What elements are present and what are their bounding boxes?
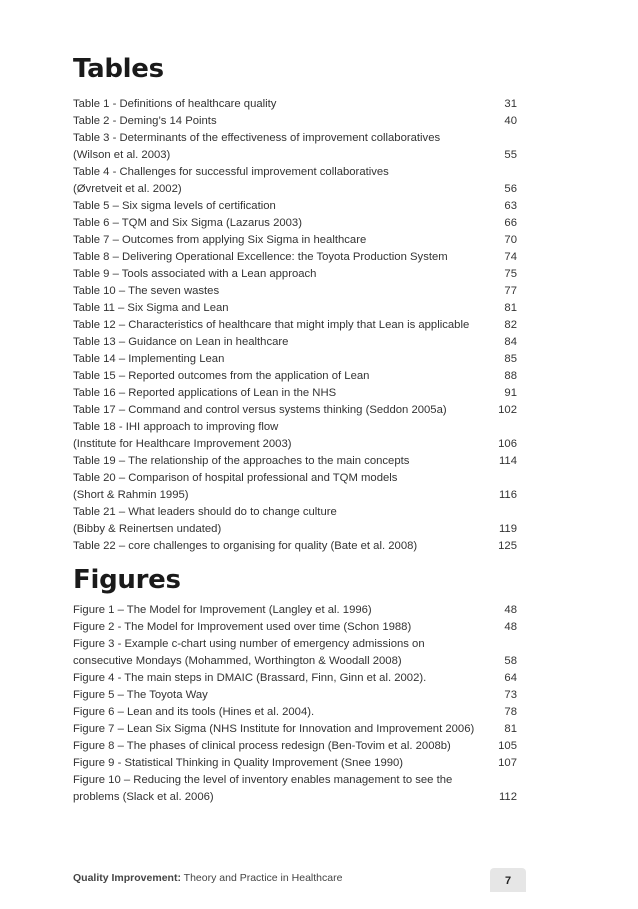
figures-entry-title-line: Figure 10 – Reducing the level of inventory enables management to see the xyxy=(73,774,453,786)
running-footer xyxy=(73,872,342,884)
tables-entry-title-line: Table 7 – Outcomes from applying Six Sigma in healthcare xyxy=(73,234,367,246)
tables-entry-title-line: Table 15 – Reported outcomes from the application of Lean xyxy=(73,370,370,382)
tables-entry xyxy=(73,96,517,113)
tables-entry-title-line: Table 9 – Tools associated with a Lean approach xyxy=(73,268,317,280)
tables-entry-page-number: 77 xyxy=(504,285,517,297)
footer-title-rest: Theory and Practice in Healthcare xyxy=(180,872,343,884)
tables-entry xyxy=(73,317,517,334)
tables-entry-page-number: 63 xyxy=(504,200,517,212)
figures-entry-page-number: 73 xyxy=(504,689,517,701)
tables-heading: Tables xyxy=(73,54,164,84)
tables-entry xyxy=(73,198,517,215)
tables-entry-page-number: 74 xyxy=(504,251,517,263)
figures-entry xyxy=(73,636,517,670)
tables-entry-page-number: 56 xyxy=(504,183,517,195)
tables-entry-page-number: 55 xyxy=(504,149,517,161)
figures-entry xyxy=(73,687,517,704)
tables-entry-page-number: 88 xyxy=(504,370,517,382)
tables-entry xyxy=(73,538,517,555)
figures-entry xyxy=(73,721,517,738)
tables-entry-title-line: Table 3 - Determinants of the effectiveness of improvement collaboratives xyxy=(73,132,441,144)
figures-entry xyxy=(73,772,517,806)
tables-entry xyxy=(73,419,517,453)
figures-entry-title-line: Figure 1 – The Model for Improvement (Langley et al. 1996) xyxy=(73,604,372,616)
tables-entry-title-line: Table 18 - IHI approach to improving flow xyxy=(73,421,279,433)
tables-entry-title-line: Table 20 – Comparison of hospital professional and TQM models xyxy=(73,472,398,484)
tables-entry-page-number: 82 xyxy=(504,319,517,331)
tables-entry-page-number: 81 xyxy=(504,302,517,314)
tables-entry-title-line: Table 21 – What leaders should do to change culture xyxy=(73,506,337,518)
tables-entry-page-number: 116 xyxy=(498,489,517,501)
figures-list xyxy=(73,602,517,806)
figures-entry-title-line: Figure 2 - The Model for Improvement used over time (Schon 1988) xyxy=(73,621,412,633)
figures-entry-page-number: 78 xyxy=(504,706,517,718)
tables-entry xyxy=(73,249,517,266)
tables-entry-title-line: Table 8 – Delivering Operational Excellence: the Toyota Production System xyxy=(73,251,448,263)
figures-entry xyxy=(73,602,517,619)
tables-entry-page-number: 75 xyxy=(504,268,517,280)
figures-entry xyxy=(73,704,517,721)
figures-entry-title-line: Figure 9 - Statistical Thinking in Quality Improvement (Snee 1990) xyxy=(73,757,404,769)
tables-entry xyxy=(73,470,517,504)
tables-list xyxy=(73,96,517,555)
tables-entry-title-line: Table 4 - Challenges for successful improvement collaboratives xyxy=(73,166,389,178)
tables-entry-page-number: 40 xyxy=(504,115,517,127)
tables-entry-title-line: Table 2 - Deming’s 14 Points xyxy=(73,115,217,127)
tables-entry-title-line: (Institute for Healthcare Improvement 2003) xyxy=(73,438,292,450)
figures-entry xyxy=(73,755,517,772)
tables-entry xyxy=(73,130,517,164)
figures-entry xyxy=(73,619,517,636)
tables-entry xyxy=(73,351,517,368)
tables-entry xyxy=(73,504,517,538)
figures-entry-page-number: 48 xyxy=(504,604,517,616)
figures-entry xyxy=(73,738,517,755)
figures-entry-page-number: 105 xyxy=(498,740,517,752)
figures-entry-title-line: consecutive Mondays (Mohammed, Worthington & Woodall 2008) xyxy=(73,655,402,667)
tables-entry-title-line: (Bibby & Reinertsen undated) xyxy=(73,523,222,535)
figures-entry-title-line: Figure 4 - The main steps in DMAIC (Brassard, Finn, Ginn et al. 2002). xyxy=(73,672,427,684)
figures-entry-page-number: 81 xyxy=(504,723,517,735)
figures-entry-title-line: Figure 5 – The Toyota Way xyxy=(73,689,208,701)
figures-entry-title-line: Figure 3 - Example c-chart using number of emergency admissions on xyxy=(73,638,425,650)
tables-entry-title-line: Table 17 – Command and control versus systems thinking (Seddon 2005a) xyxy=(73,404,447,416)
tables-entry-page-number: 31 xyxy=(504,98,517,110)
figures-entry-title-line: Figure 7 – Lean Six Sigma (NHS Institute for Innovation and Improvement 2006) xyxy=(73,723,475,735)
tables-entry-title-line: Table 1 - Definitions of healthcare quality xyxy=(73,98,277,110)
tables-entry-title-line: (Short & Rahmin 1995) xyxy=(73,489,189,501)
tables-entry xyxy=(73,334,517,351)
tables-entry xyxy=(73,215,517,232)
tables-entry-title-line: Table 12 – Characteristics of healthcare that might imply that Lean is applicable xyxy=(73,319,470,331)
tables-entry-title-line: Table 16 – Reported applications of Lean in the NHS xyxy=(73,387,337,399)
page-number-badge: 7 xyxy=(490,868,526,892)
tables-entry xyxy=(73,385,517,402)
tables-entry-title-line: Table 11 – Six Sigma and Lean xyxy=(73,302,229,314)
figures-entry-page-number: 48 xyxy=(504,621,517,633)
tables-entry-page-number: 85 xyxy=(504,353,517,365)
figures-entry-title-line: problems (Slack et al. 2006) xyxy=(73,791,214,803)
figures-entry-page-number: 107 xyxy=(498,757,517,769)
tables-entry xyxy=(73,266,517,283)
tables-entry xyxy=(73,300,517,317)
tables-entry-title-line: Table 10 – The seven wastes xyxy=(73,285,220,297)
tables-entry xyxy=(73,232,517,249)
tables-entry-page-number: 119 xyxy=(498,523,517,535)
figures-entry xyxy=(73,670,517,687)
tables-entry xyxy=(73,368,517,385)
footer-title-bold: Quality Improvement: xyxy=(73,872,181,884)
tables-entry-title-line: Table 5 – Six sigma levels of certification xyxy=(73,200,276,212)
tables-entry xyxy=(73,283,517,300)
tables-entry xyxy=(73,402,517,419)
tables-entry xyxy=(73,453,517,470)
figures-entry-page-number: 112 xyxy=(498,791,517,803)
tables-entry-page-number: 125 xyxy=(498,540,517,552)
tables-entry-title-line: (Øvretveit et al. 2002) xyxy=(73,183,182,195)
tables-entry-page-number: 70 xyxy=(504,234,517,246)
tables-entry-page-number: 114 xyxy=(498,455,517,467)
tables-entry-title-line: (Wilson et al. 2003) xyxy=(73,149,171,161)
tables-entry-page-number: 106 xyxy=(498,438,517,450)
tables-entry-page-number: 91 xyxy=(504,387,517,399)
tables-entry-title-line: Table 14 – Implementing Lean xyxy=(73,353,225,365)
tables-entry-page-number: 102 xyxy=(498,404,517,416)
figures-entry-title-line: Figure 8 – The phases of clinical process redesign (Ben-Tovim et al. 2008b) xyxy=(73,740,451,752)
figures-entry-title-line: Figure 6 – Lean and its tools (Hines et al. 2004). xyxy=(73,706,315,718)
figures-entry-page-number: 64 xyxy=(504,672,517,684)
figures-heading: Figures xyxy=(73,565,181,595)
tables-entry-title-line: Table 22 – core challenges to organising for quality (Bate et al. 2008) xyxy=(73,540,418,552)
tables-entry-page-number: 66 xyxy=(504,217,517,229)
tables-entry xyxy=(73,113,517,130)
tables-entry xyxy=(73,164,517,198)
tables-entry-title-line: Table 6 – TQM and Six Sigma (Lazarus 2003) xyxy=(73,217,302,229)
tables-entry-title-line: Table 19 – The relationship of the approaches to the main concepts xyxy=(73,455,410,467)
tables-entry-page-number: 84 xyxy=(504,336,517,348)
tables-entry-title-line: Table 13 – Guidance on Lean in healthcare xyxy=(73,336,289,348)
figures-entry-page-number: 58 xyxy=(504,655,517,667)
